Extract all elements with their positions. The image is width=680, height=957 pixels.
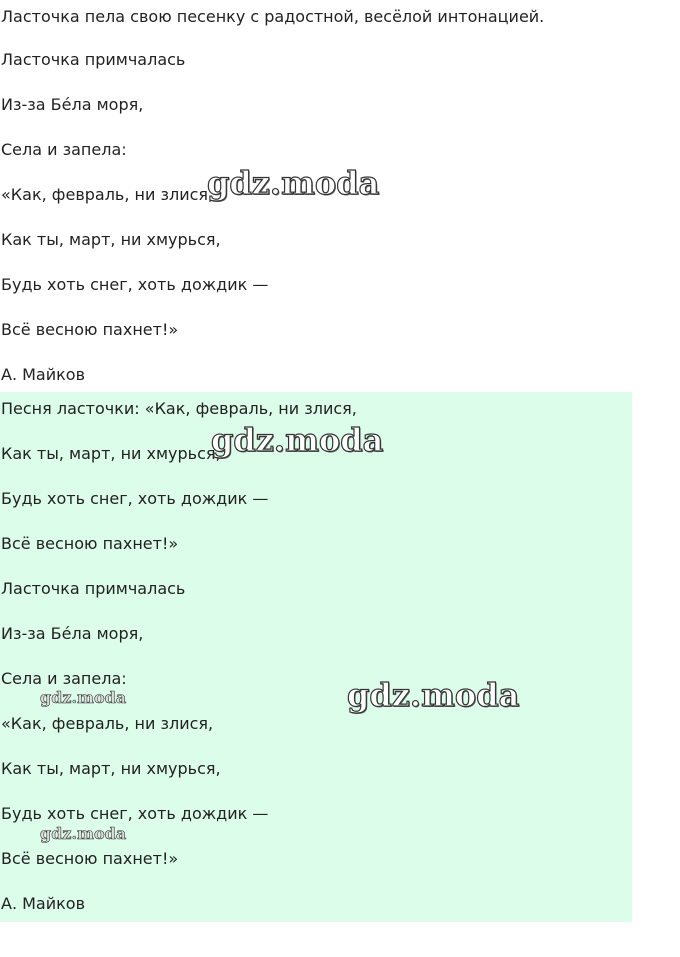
- answer-line: Села и запела:: [1, 669, 127, 688]
- answer-line: «Как, февраль, ни злися,: [1, 714, 214, 733]
- poem-line: Как ты, март, ни хмурься,: [1, 230, 221, 249]
- poem-line: Села и запела:: [1, 140, 127, 159]
- watermark-logo: gdz.moda: [40, 688, 127, 707]
- poem-line: Всё весною пахнет!»: [1, 320, 179, 339]
- intro-sentence: Ласточка пела свою песенку с радостной, весёлой интонацией.: [1, 7, 545, 26]
- poem-author: А. Майков: [1, 365, 86, 384]
- watermark-logo: gdz.moda: [211, 421, 384, 459]
- answer-line: Будь хоть снег, хоть дождик —: [1, 489, 269, 508]
- answer-line: Как ты, март, ни хмурься,: [1, 444, 221, 463]
- watermark-logo: gdz.moda: [207, 164, 380, 202]
- poem-line: «Как, февраль, ни злися,: [1, 185, 214, 204]
- poem-line: Из-за Бéла моря,: [1, 95, 144, 114]
- answer-line: Как ты, март, ни хмурься,: [1, 759, 221, 778]
- answer-line: Будь хоть снег, хоть дождик —: [1, 804, 269, 823]
- watermark-logo: gdz.moda: [40, 824, 127, 843]
- watermark-logo: gdz.moda: [347, 676, 520, 714]
- answer-author: А. Майков: [1, 894, 86, 913]
- poem-line: Будь хоть снег, хоть дождик —: [1, 275, 269, 294]
- answer-line: Ласточка примчалась: [1, 579, 186, 598]
- poem-line: Ласточка примчалась: [1, 50, 186, 69]
- answer-line: Песня ласточки: «Как, февраль, ни злися,: [1, 399, 357, 418]
- answer-line: Из-за Бéла моря,: [1, 624, 144, 643]
- answer-line: Всё весною пахнет!»: [1, 849, 179, 868]
- answer-line: Всё весною пахнет!»: [1, 534, 179, 553]
